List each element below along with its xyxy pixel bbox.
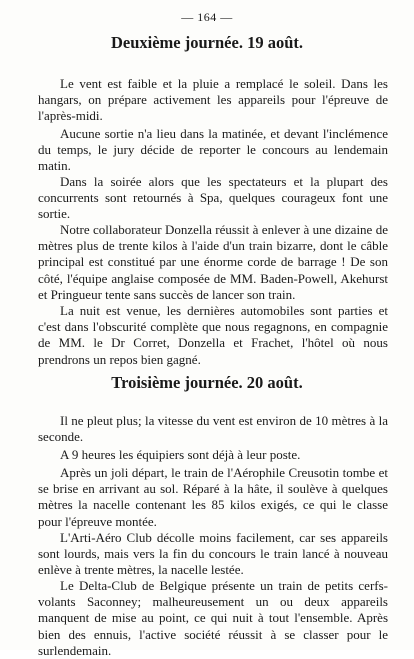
paragraph: Dans la soirée alors que les spectateurs et la plupart des concurrents sont retournés à Spa, quelques courageux font une sortie. [38,174,388,222]
paragraph: Le Delta-Club de Belgique présente un train de petits cerfs-volants Saconney; malheureusement un ou deux appareils manquent de mise au point, ce qui nuit à tout l'ensemble. Après bien des ennuis, l'active société réussit à se classer pour le surlendemain. [38,578,388,658]
paragraph: Après un joli départ, le train de l'Aérophile Creusotin tombe et se brise en arrivant au sol. Réparé à la hâte, il soulève à quelques mètres la nacelle contenant les 85 kilos exigés, ce qui le classe pour l'épreuve montée. [38,465,388,529]
paragraph: Aucune sortie n'a lieu dans la matinée, et devant l'inclémence du temps, le jury décide de reporter le concours au lendemain matin. [38,126,388,174]
paragraph: La nuit est venue, les dernières automobiles sont parties et c'est dans l'obscurité complète que nous regagnons, en compagnie de MM. le Dr Corret, Donzella et Frachet, l'hôtel où nous prendrons un repos bien gagné. [38,303,388,367]
paragraph: Le vent est faible et la pluie a remplacé le soleil. Dans les hangars, on prépare activement les appareils pour l'épreuve de l'après-midi. [38,76,388,124]
paragraph: A 9 heures les équipiers sont déjà à leur poste. [60,447,301,462]
paragraph: Il ne pleut plus; la vitesse du vent est environ de 10 mètres à la seconde. [38,413,388,445]
paragraph: L'Arti-Aéro Club décolle moins facilement, car ses appareils sont lourds, mais vers la fin du concours le train lancé à nouveau enlève à trente mètres, la nacelle lestée. [38,530,388,578]
section-heading-day-3: Troisième journée. 20 août. [111,373,303,392]
paragraph: Notre collaborateur Donzella réussit à enlever à une dizaine de mètres plus de trente kilos à l'aide d'un train bizarre, dont le câble principal est constitué par une énorme corde de barrage ! De son côté, l'équipe anglaise composée de MM. Baden-Powell, Akehurst et Pringueur tente sans succès de lancer son train. [38,222,388,302]
section-heading-day-2: Deuxième journée. 19 août. [110,33,303,52]
page-number: — 164 — [181,10,233,24]
